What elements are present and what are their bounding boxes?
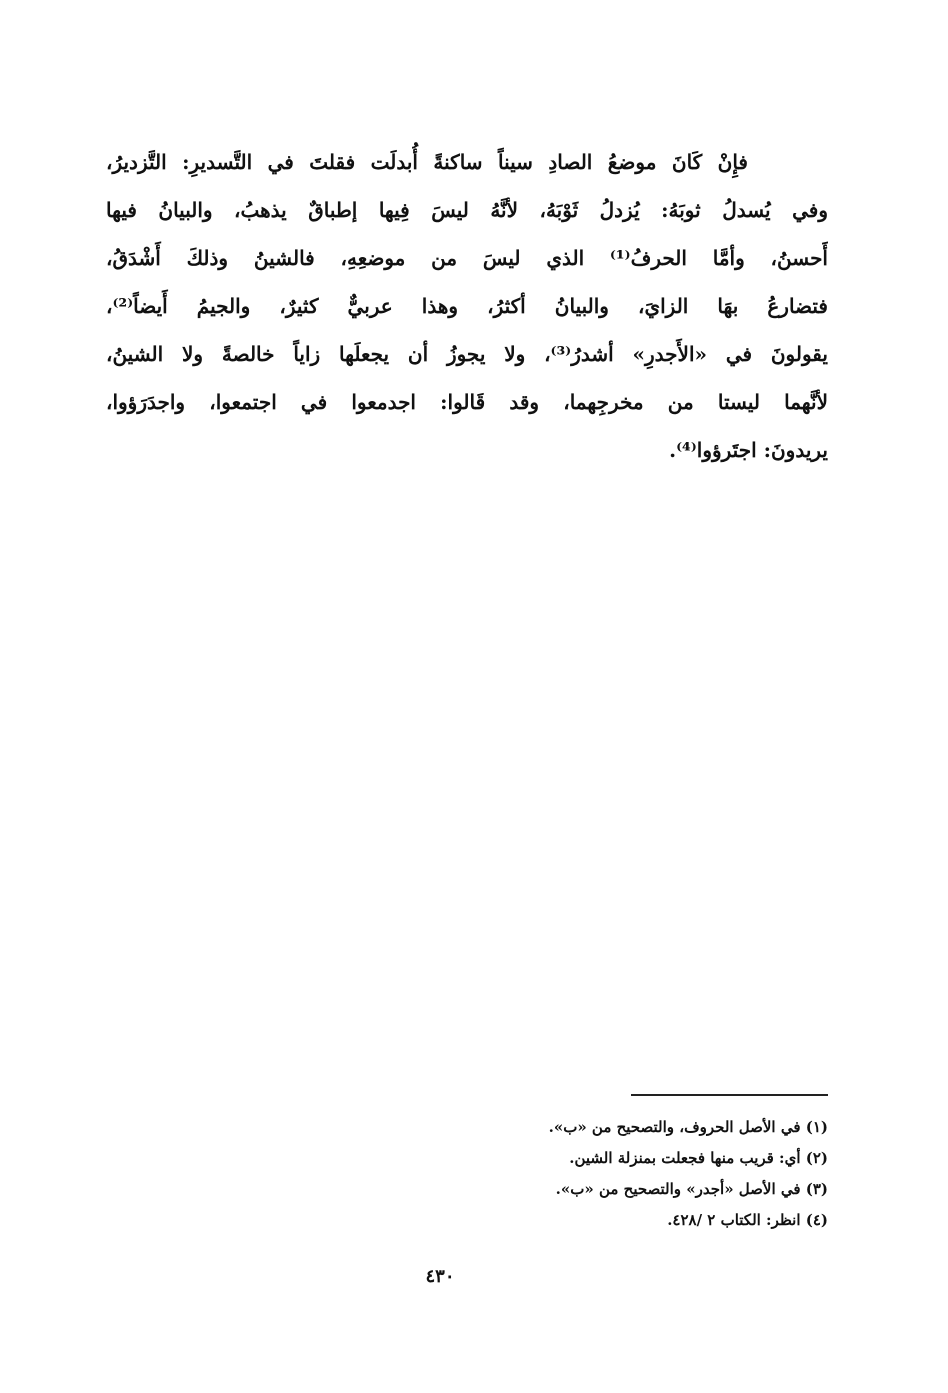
- footnote-3: (٣) في الأصل «أجدر» والتصحيح من «ب».: [555, 1180, 828, 1198]
- footnotes: [380, 1112, 828, 1236]
- main-paragraph: [106, 138, 828, 474]
- footnote-2: (٢) أي: قريب منها فجعلت بمنزلة الشين.: [569, 1149, 828, 1167]
- paragraph-line-5: يقولونَ في «الأَجدرِ» أشدرُ⁽³⁾، ولا يجوزُ أن يجعلَها زاياً خالصةً ولا الشينُ،: [106, 342, 828, 366]
- paragraph-line-3: أَحسنُ، وأمَّا الحرفُ⁽¹⁾ الذي ليسَ من موضعِهِ، فالشينُ وذلكَ أَشْدَقُ،: [106, 246, 828, 270]
- footnote-1: (١) في الأصل الحروف، والتصحيح من «ب».: [548, 1118, 828, 1136]
- paragraph-line-4: فتضارعُ بهَا الزايَ، والبيانُ أكثرُ، وهذا عربيٌّ كثيرٌ، والجيمُ أَيضاً⁽²⁾،: [106, 294, 828, 318]
- footnote-4: (٤) انظر: الكتاب ٢ /٤٢٨.: [667, 1211, 828, 1229]
- page-number: ٤٣٠: [425, 1266, 455, 1287]
- paragraph-line-2: وفي يُسدلُ ثوبَهُ: يُزدلُ ثَوْبَهُ، لأنَّهُ ليسَ فِيها إطباقٌ يذهبُ، والبيانُ فيها: [106, 198, 828, 222]
- paragraph-line-7: يريدونَ: اجتَرؤوا⁽⁴⁾.: [669, 438, 828, 462]
- paragraph-line-6: لأنَّهما ليستا من مخرجِهما، وقد قَالوا: اجدمعوا في اجتمعوا، واجدَرَؤوا،: [106, 390, 828, 414]
- footnote-separator: [631, 1094, 828, 1096]
- paragraph-line-1: فإِنْ كَانَ موضعُ الصادِ سيناً ساكنةً أُبدلَت فقلتَ في التَّسديرِ: التَّزديرُ،: [106, 150, 748, 174]
